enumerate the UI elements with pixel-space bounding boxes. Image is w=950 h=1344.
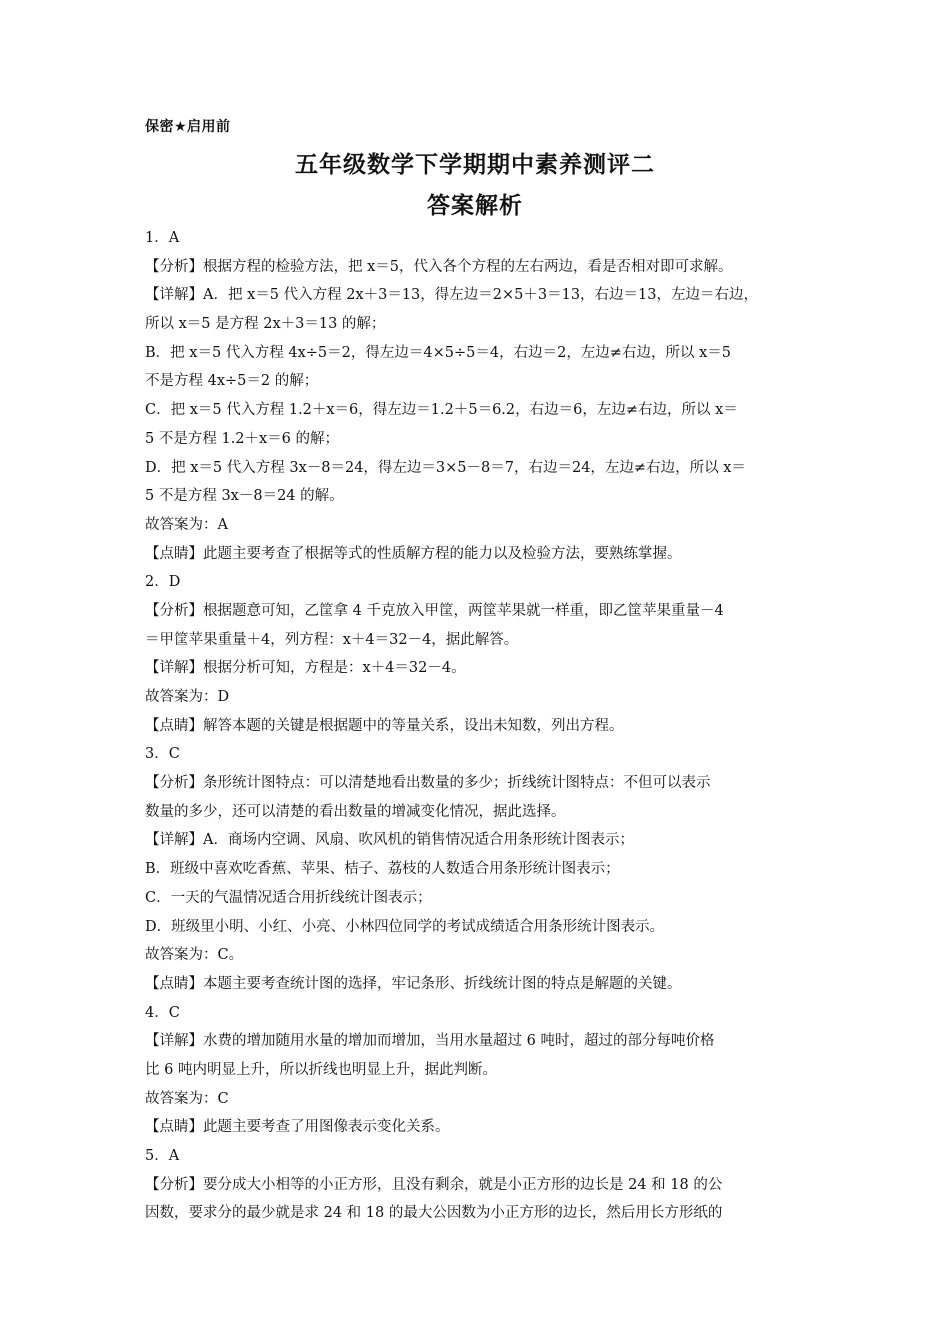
- text-line: 5 不是方程 1.2＋x＝6 的解；: [145, 430, 340, 447]
- text-line: 【详解】根据分析可知，方程是：x＋4＝32－4。: [145, 660, 466, 677]
- text-line: 【详解】A．把 x＝5 代入方程 2x＋3＝13，得左边＝2×5＋3＝13，右边＝13，左边＝右边，: [145, 287, 759, 304]
- text-line: 2．D: [145, 574, 181, 591]
- text-line: ＝甲筐苹果重量＋4，列方程：x＋4＝32－4，据此解答。: [145, 631, 519, 648]
- text-line: 数量的多少，还可以清楚的看出数量的增减变化情况，据此选择。: [145, 803, 566, 820]
- text-line: D．把 x＝5 代入方程 3x－8＝24，得左边＝3×5－8＝7，右边＝24，左边≠右边，所以 x＝: [145, 459, 746, 476]
- text-line: 【详解】水费的增加随用水量的增加而增加，当用水量超过 6 吨时，超过的部分每吨价格: [145, 1033, 715, 1050]
- text-line: 【点睛】本题主要考查统计图的选择，牢记条形、折线统计图的特点是解题的关键。: [145, 975, 682, 992]
- text-line: D．班级里小明、小红、小亮、小林四位同学的考试成绩适合用条形统计图表示。: [145, 918, 665, 935]
- text-line: C．一天的气温情况适合用折线统计图表示；: [145, 889, 432, 906]
- text-line: 【分析】要分成大小相等的小正方形，且没有剩余，就是小正方形的边长是 24 和 18 的公: [145, 1176, 723, 1193]
- answer-body: [145, 224, 815, 1228]
- text-line: 【分析】根据方程的检验方法，把 x＝5，代入各个方程的左右两边，看是否相对即可求解。: [145, 258, 733, 275]
- text-line: 【分析】根据题意可知，乙筐拿 4 千克放入甲筐，两筐苹果就一样重，即乙筐苹果重量－4: [145, 602, 724, 619]
- text-line: 4．C: [145, 1004, 180, 1021]
- text-line: 故答案为：C。: [145, 947, 244, 964]
- confidential-label: 保密★启用前: [145, 119, 231, 135]
- text-line: 3．C: [145, 746, 180, 763]
- text-line: 故答案为：D: [145, 689, 230, 705]
- text-line: 所以 x＝5 是方程 2x＋3＝13 的解；: [145, 316, 386, 333]
- text-line: 故答案为：C: [145, 1090, 229, 1107]
- text-line: 比 6 吨内明显上升，所以折线也明显上升，据此判断。: [145, 1061, 497, 1078]
- text-line: 1．A: [145, 230, 180, 246]
- text-line: 5．A: [145, 1148, 180, 1164]
- text-line: 故答案为：A: [145, 516, 228, 533]
- document-title: 五年级数学下学期期中素养测评二: [295, 152, 655, 178]
- text-line: B．班级中喜欢吃香蕉、苹果、桔子、荔枝的人数适合用条形统计图表示；: [145, 861, 620, 878]
- text-line: 因数，要求分的最少就是求 24 和 18 的最大公因数为小正方形的边长，然后用长方形纸的: [145, 1205, 723, 1222]
- text-line: 【点睛】此题主要考查了根据等式的性质解方程的能力以及检验方法，要熟练掌握。: [145, 545, 682, 562]
- text-line: C．把 x＝5 代入方程 1.2＋x＝6，得左边＝1.2＋5＝6.2，右边＝6，左边≠右边，所以 x＝: [145, 402, 738, 419]
- text-line: B．把 x＝5 代入方程 4x÷5＝2，得左边＝4×5÷5＝4，右边＝2，左边≠右边，所以 x＝5: [145, 344, 731, 361]
- text-line: 【点睛】解答本题的关键是根据题中的等量关系，设出未知数，列出方程。: [145, 717, 624, 734]
- text-line: 【详解】A．商场内空调、风扇、吹风机的销售情况适合用条形统计图表示；: [145, 832, 634, 849]
- text-line: 不是方程 4x÷5＝2 的解；: [145, 373, 319, 390]
- text-line: 【分析】条形统计图特点：可以清楚地看出数量的多少；折线统计图特点：不但可以表示: [145, 775, 711, 792]
- text-line: 5 不是方程 3x－8＝24 的解。: [145, 488, 344, 505]
- text-line: 【点睛】此题主要考查了用图像表示变化关系。: [145, 1119, 450, 1136]
- document-subtitle: 答案解析: [427, 193, 523, 219]
